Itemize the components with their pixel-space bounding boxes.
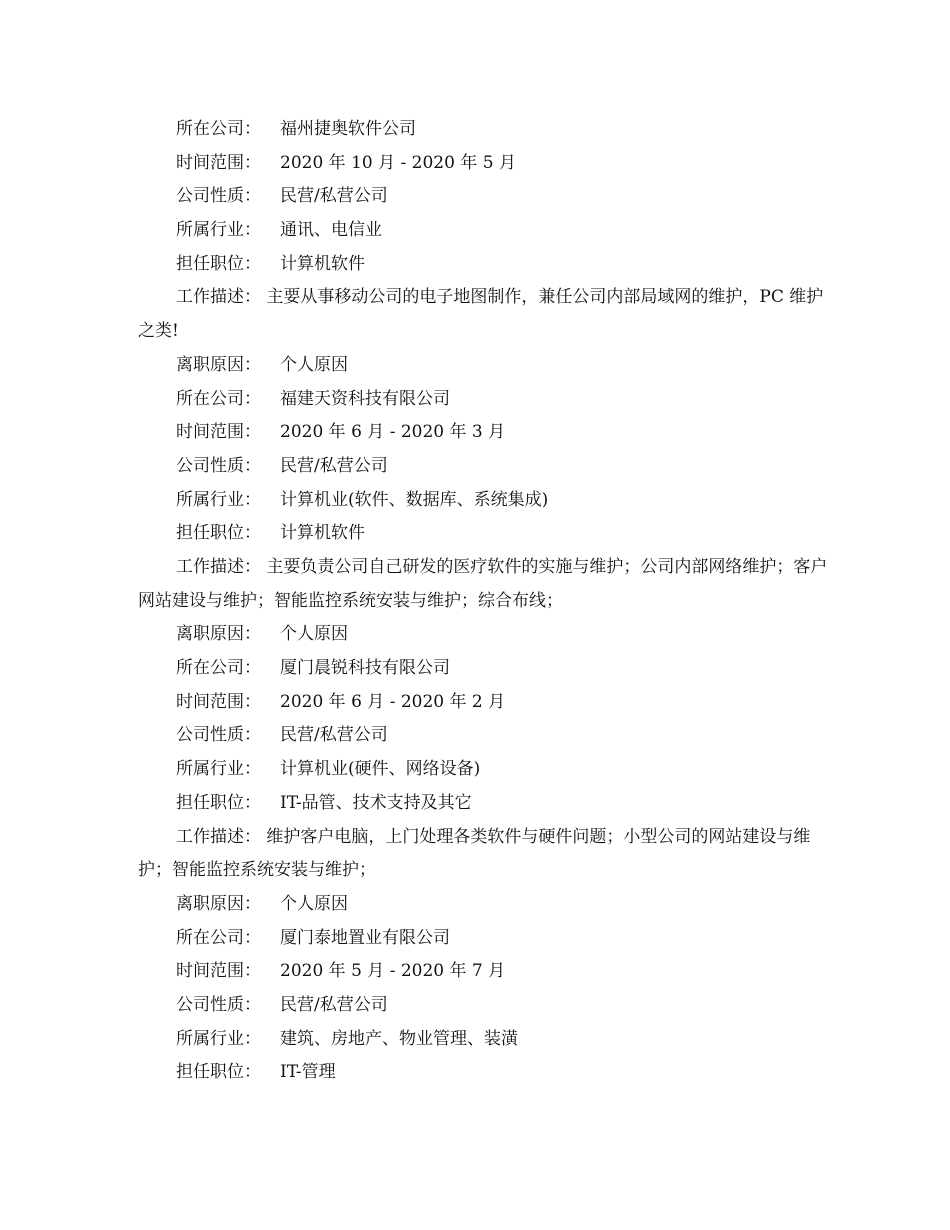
work-record	[138, 922, 828, 1090]
nature-value: 民营/私营公司	[280, 725, 388, 746]
nature-label: 公司性质：	[176, 455, 261, 476]
position-value: IT-品管、技术支持及其它	[280, 792, 472, 813]
position-row	[138, 787, 828, 821]
period-value: 2020 年 6 月 - 2020 年 3 月	[280, 422, 506, 443]
description-row	[138, 281, 828, 348]
leave-reason-label: 离职原因：	[176, 624, 261, 645]
description-label: 工作描述：	[176, 826, 261, 847]
description-label: 工作描述：	[176, 287, 261, 308]
company-label: 所在公司：	[176, 388, 261, 409]
period-label: 时间范围：	[176, 152, 261, 173]
nature-value: 民营/私营公司	[280, 455, 388, 476]
period-row	[138, 955, 828, 989]
nature-label: 公司性质：	[176, 725, 261, 746]
leave-reason-value: 个人原因	[280, 893, 348, 914]
work-record	[138, 383, 828, 653]
industry-value: 计算机业(软件、数据库、系统集成)	[280, 489, 549, 510]
period-label: 时间范围：	[176, 422, 261, 443]
company-row	[138, 383, 828, 417]
company-label: 所在公司：	[176, 927, 261, 948]
work-record	[138, 652, 828, 922]
position-value: 计算机软件	[280, 253, 365, 274]
nature-row	[138, 180, 828, 214]
industry-row	[138, 214, 828, 248]
industry-row	[138, 753, 828, 787]
nature-value: 民营/私营公司	[280, 186, 388, 207]
leave-reason-label: 离职原因：	[176, 354, 261, 375]
description-value: 主要负责公司自己研发的医疗软件的实施与维护；公司内部网络维护；客户网站建设与维护；智能监控系统安装与维护；综合布线；	[138, 556, 828, 611]
position-row	[138, 248, 828, 282]
industry-value: 建筑、房地产、物业管理、装潢	[280, 1028, 518, 1049]
nature-label: 公司性质：	[176, 994, 261, 1015]
position-label: 担任职位：	[176, 253, 261, 274]
company-row	[138, 922, 828, 956]
leave-reason-row	[138, 888, 828, 922]
leave-reason-row	[138, 618, 828, 652]
industry-row	[138, 484, 828, 518]
position-label: 担任职位：	[176, 792, 261, 813]
period-row	[138, 416, 828, 450]
industry-label: 所属行业：	[176, 1028, 261, 1049]
industry-label: 所属行业：	[176, 220, 261, 241]
description-value: 维护客户电脑，上门处理各类软件与硬件问题；小型公司的网站建设与维护；智能监控系统安装与维护；	[138, 826, 811, 881]
company-value: 厦门泰地置业有限公司	[280, 927, 450, 948]
company-label: 所在公司：	[176, 119, 261, 139]
leave-reason-value: 个人原因	[280, 624, 348, 645]
nature-row	[138, 719, 828, 753]
leave-reason-row	[138, 349, 828, 383]
nature-label: 公司性质：	[176, 186, 261, 207]
company-value: 厦门晨锐科技有限公司	[280, 658, 450, 679]
position-row	[138, 517, 828, 551]
leave-reason-value: 个人原因	[280, 354, 348, 375]
nature-row	[138, 450, 828, 484]
company-row	[138, 652, 828, 686]
industry-value: 通讯、电信业	[280, 220, 382, 241]
description-label: 工作描述：	[176, 556, 261, 577]
description-row	[138, 821, 828, 888]
period-row	[138, 147, 828, 181]
description-row	[138, 551, 828, 618]
period-value: 2020 年 6 月 - 2020 年 2 月	[280, 691, 506, 712]
period-row	[138, 686, 828, 720]
position-value: 计算机软件	[280, 523, 365, 544]
industry-label: 所属行业：	[176, 489, 261, 510]
description-value: 主要从事移动公司的电子地图制作，兼任公司内部局域网的维护，PC 维护之类!	[138, 287, 824, 342]
company-row	[138, 113, 828, 147]
leave-reason-label: 离职原因：	[176, 893, 261, 914]
work-record	[138, 113, 828, 383]
position-value: IT-管理	[280, 1062, 336, 1083]
work-history	[138, 113, 828, 1090]
nature-value: 民营/私营公司	[280, 994, 388, 1015]
position-row	[138, 1056, 828, 1090]
company-value: 福建天资科技有限公司	[280, 388, 450, 409]
nature-row	[138, 989, 828, 1023]
position-label: 担任职位：	[176, 523, 261, 544]
period-value: 2020 年 10 月 - 2020 年 5 月	[280, 152, 516, 173]
industry-value: 计算机业(硬件、网络设备)	[280, 759, 481, 780]
industry-row	[138, 1023, 828, 1057]
period-label: 时间范围：	[176, 961, 261, 982]
company-value: 福州捷奥软件公司	[280, 119, 416, 139]
position-label: 担任职位：	[176, 1062, 261, 1083]
period-value: 2020 年 5 月 - 2020 年 7 月	[280, 961, 506, 982]
period-label: 时间范围：	[176, 691, 261, 712]
industry-label: 所属行业：	[176, 759, 261, 780]
company-label: 所在公司：	[176, 658, 261, 679]
